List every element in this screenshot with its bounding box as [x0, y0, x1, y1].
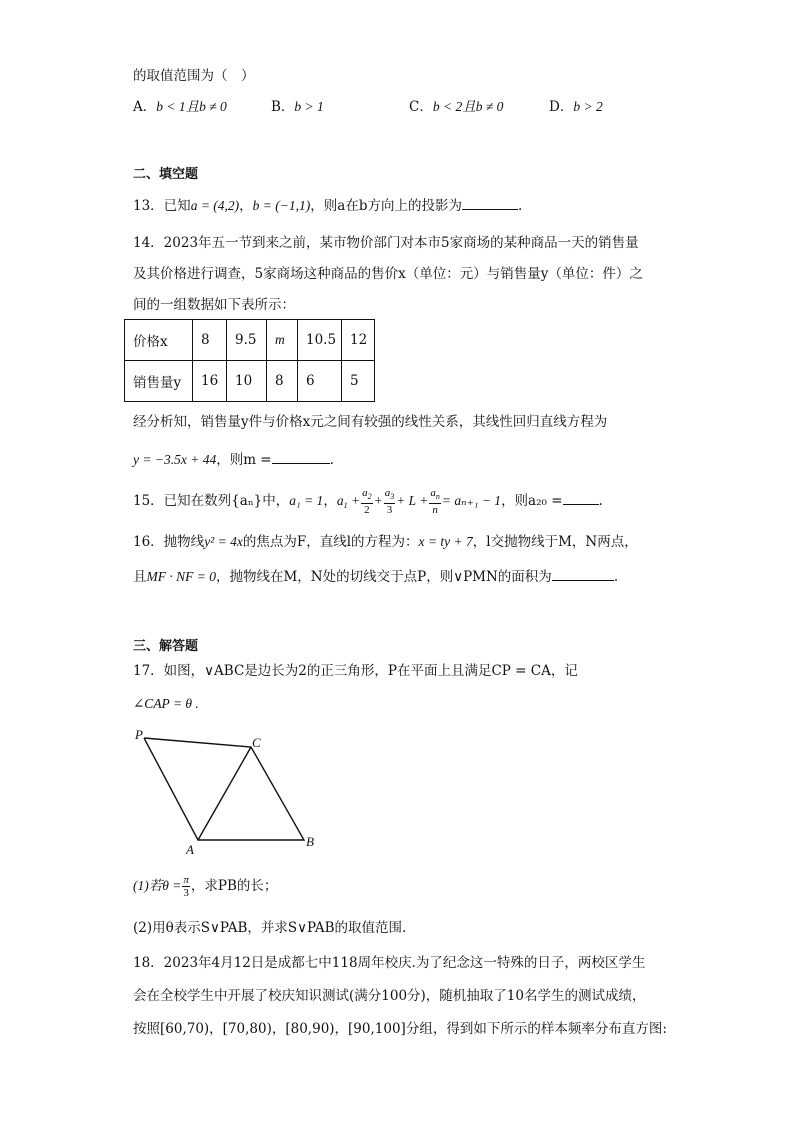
answer-blank[interactable] — [272, 451, 330, 464]
figure-diagonal-ac — [198, 747, 251, 840]
answer-blank[interactable] — [552, 568, 614, 581]
question-17-line2: ∠CAP = θ . — [133, 696, 199, 711]
question-14-line4: 经分析知，销售量y件与价格x元之间有较强的线性关系，其线性回归直线方程为 — [133, 414, 608, 430]
table-cell: 5 — [342, 361, 375, 402]
question-16-line2: 且MF · NF = 0，抛物线在M，N处的切线交于点P，则∨PMN的面积为 . — [133, 569, 619, 585]
table-cell: 10.5 — [298, 320, 342, 361]
table-row — [125, 361, 375, 402]
table-cell: 价格x — [125, 320, 193, 361]
question-17-part1: (1)若θ = $\frac{\pi}{3}$ ，求PB的长； — [133, 874, 278, 899]
table-row — [125, 320, 375, 361]
table-cell: 16 — [193, 361, 227, 402]
fraction-an-n: $\frac{a_n}{n}$ — [430, 487, 440, 516]
choice-d: D．b > 2 — [549, 99, 603, 115]
table-cell: 8 — [267, 361, 298, 402]
section-fill-blank: 二、填空题 — [133, 166, 199, 181]
question-15: 15．已知在数列{aₙ}中，a₁ = 1，$a_1$ + $\frac{a_2}{2}$ + $\frac{a_3}{3}$ + L + $\frac{a_n}{n}$ = aₙ₊₁ − 1，则a₂₀ = . — [133, 487, 603, 516]
question-14-line3: 间的一组数据如下表所示： — [133, 297, 295, 313]
choice-b: B．b > 1 — [271, 99, 324, 115]
choice-a: A．b < 1且b ≠ 0 — [133, 99, 227, 115]
question-14-line2: 及其价格进行调查，5家商场这种商品的售价x（单位：元）与销售量y（单位：件）之 — [133, 266, 643, 282]
question-14-regression: y = −3.5x + 44，则m = . — [133, 452, 334, 468]
fraction-a2-2: $\frac{a_2}{2}$ — [362, 487, 372, 516]
question-17-line1: 17．如图，∨ABC是边长为2的正三角形，P在平面上且满足CP = CA，记 — [133, 663, 578, 679]
question-18-line3: 按照[60,70)，[70,80)，[80,90)，[90,100]分组，得到如下所示的样本频率分布直方图: — [133, 1021, 667, 1037]
table-cell: m — [267, 320, 298, 361]
answer-blank[interactable] — [462, 197, 518, 210]
q12-choices — [133, 97, 603, 117]
question-14-line1: 14．2023年五一节到来之前，某市物价部门对本市5家商场的某种商品一天的销售量 — [133, 235, 639, 251]
figure-outline — [144, 738, 304, 840]
question-17-part2: (2)用θ表示S∨PAB，并求S∨PAB的取值范围. — [133, 920, 407, 936]
question-16-line1: 16．抛物线y² = 4x的焦点为F，直线l的方程为：x = ty + 7，l交抛物线于M，N两点， — [133, 534, 638, 550]
label-b: B — [306, 834, 314, 849]
table-cell: 销售量y — [125, 361, 193, 402]
table-cell: 6 — [298, 361, 342, 402]
label-a: A — [186, 842, 194, 857]
q12-tail: 的取值范围为（ ） — [133, 68, 255, 84]
table-cell: 12 — [342, 320, 375, 361]
table-cell: 9.5 — [227, 320, 267, 361]
question-18-line1: 18．2023年4月12日是成都七中118周年校庆.为了纪念这一特殊的日子，两校区学生 — [133, 955, 646, 971]
question-13: 13．已知a = (4,2)，b = (−1,1)，则a在b方向上的投影为 . — [133, 198, 523, 214]
answer-blank[interactable] — [563, 492, 599, 505]
label-p: P — [135, 727, 143, 742]
price-sales-table — [124, 319, 375, 402]
fraction-pi-3: $\frac{\pi}{3}$ — [183, 874, 189, 899]
choice-c: C．b < 2且b ≠ 0 — [409, 99, 504, 115]
question-18-line2: 会在全校学生中开展了校庆知识测试(满分100分)，随机抽取了10名学生的测试成绩， — [133, 988, 646, 1004]
label-c: C — [252, 735, 261, 750]
triangle-figure — [130, 722, 330, 857]
table-cell: 8 — [193, 320, 227, 361]
fraction-a3-3: $\frac{a_3}{3}$ — [384, 487, 395, 516]
section-solutions: 三、解答题 — [133, 638, 199, 653]
table-cell: 10 — [227, 361, 267, 402]
